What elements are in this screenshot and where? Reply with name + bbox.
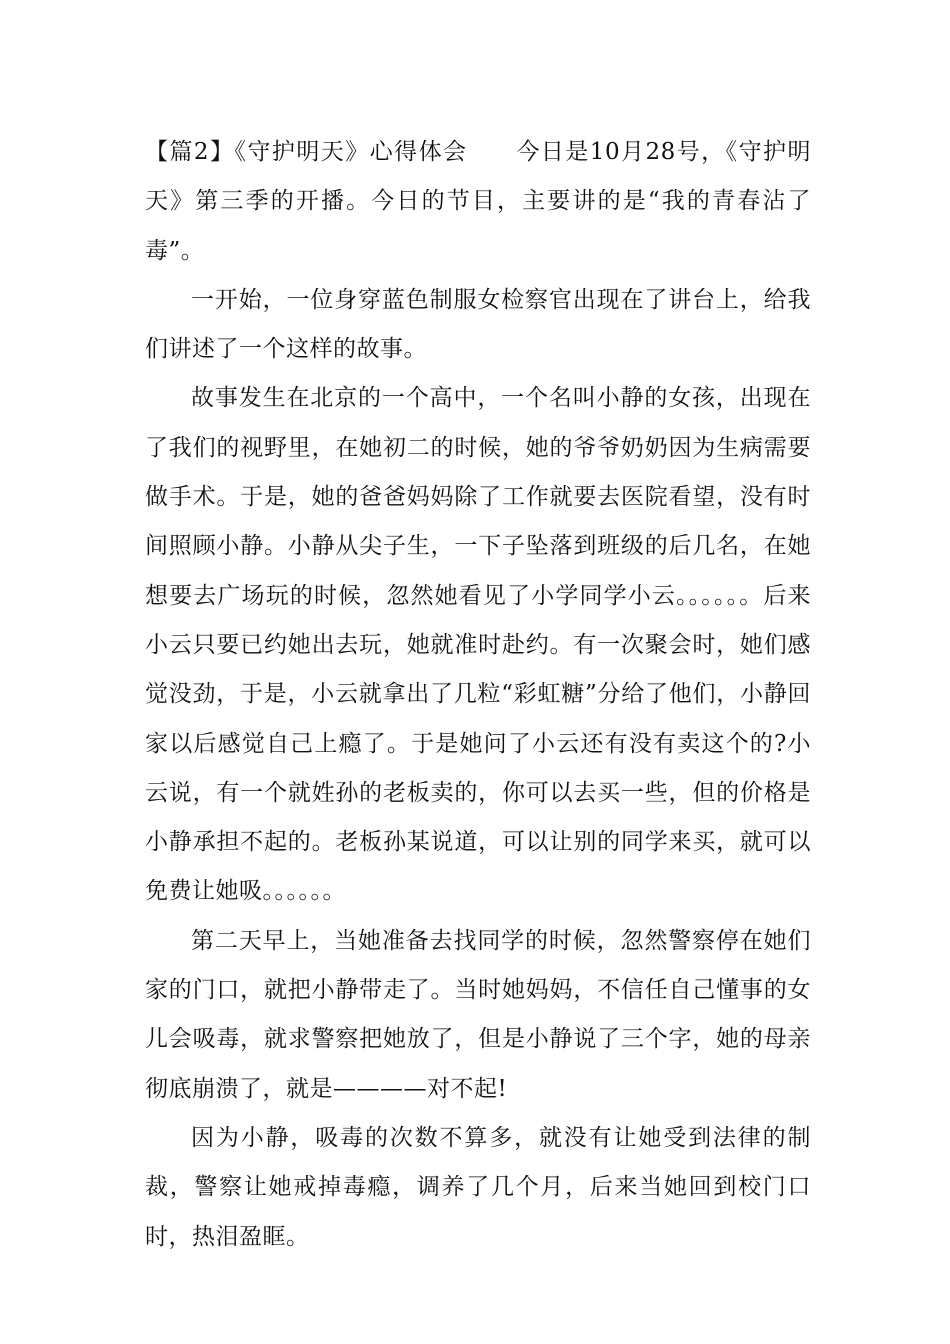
paragraph-opening: 一开始，一位身穿蓝色制服女检察官出现在了讲台上，给我们讲述了一个这样的故事。 <box>145 286 811 363</box>
paragraph-story: 故事发生在北京的一个高中，一个名叫小静的女孩，出现在了我们的视野里，在她初二的时候，她的爷爷奶奶因为生病需要做手术。于是，她的爸爸妈妈除了工作就要去医院看望，没有时间照顾小静。小静从尖子生，一下子坠落到班级的后几名，在她想要去广场玩的时候，忽然她看见了小学同学小云。。。。。。后来小云只要已约她出去玩，她就准时赴约。有一次聚会时，她们感觉没劲，于是，小云就拿出了几粒“彩虹糖”分给了他们，小静回家以后感觉自己上瘾了。于是她问了小云还有没有卖这个的?小云说，有一个就姓孙的老板卖的，你可以去买一些，但的价格是小静承担不起的。老板孙某说道，可以让别的同学来买，就可以免费让她吸。。。。。。 <box>145 385 811 905</box>
paragraph-ending: 因为小静，吸毒的次数不算多，就没有让她受到法律的制裁，警察让她戒掉毒瘾，调养了几个月，后来当她回到校门口时，热泪盈眶。 <box>145 1124 811 1250</box>
paragraph-title-intro: 【篇2】《守护明天》心得体会 今日是10月28号，《守护明天》第三季的开播。今日的节目，主要讲的是“我的青春沾了毒”。 <box>145 139 811 264</box>
paragraph-arrest: 第二天早上，当她准备去找同学的时候，忽然警察停在她们家的门口，就把小静带走了。当时她妈妈，不信任自己懂事的女儿会吸毒，就求警察把她放了，但是小静说了三个字，她的母亲彻底崩溃了，就是————对不起! <box>145 927 811 1102</box>
document-body <box>145 128 811 1262</box>
